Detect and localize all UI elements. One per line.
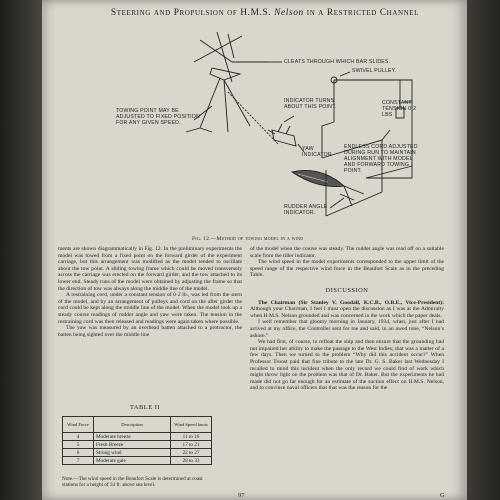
chairman-paragraph <box>250 300 444 320</box>
running-header <box>100 8 430 18</box>
label-cleats: CLEATS THROUGH WHICH BAR SLIDES. <box>284 59 391 65</box>
table-row <box>63 457 212 465</box>
label-rudder-angle: RUDDER ANGLE INDICATOR. <box>284 204 328 216</box>
header-pre: Steering and Propulsion of H.M.S. <box>110 8 272 18</box>
table-header-cell: Wind Speed knots <box>171 417 212 433</box>
table-cell: 17 to 21 <box>171 441 212 449</box>
discussion-heading: DISCUSSION <box>325 286 369 294</box>
towing-diagram-drawing <box>82 22 422 238</box>
table-cell: Fresh Breeze <box>94 441 171 449</box>
table-row <box>63 449 212 457</box>
chairman-text: Although your Chairman, I feel I must open the discussion as I was at the Admiralty when H.M.S. Nelson grounded and was concerned in the work which the paper deals. <box>250 306 444 319</box>
right-column <box>250 246 444 492</box>
table-cell: 6 <box>63 449 94 457</box>
right-paragraph-4: I well remember that gloomy morning in January, 1934, when, just after I had arrived at my office, the Controller sent for me and said, in an awed tone, “Nelson’s ashore.” <box>250 319 444 339</box>
label-yaw-indicator: YAW INDICATOR <box>302 146 332 158</box>
header-ship: Nelson <box>274 8 304 18</box>
chairman-name: The Chairman (Sir Stanley V. Goodall, K.C.B., O.B.E., Vice-President): <box>258 299 444 306</box>
left-column <box>58 246 242 406</box>
left-paragraph-1: ments are shown diagrammatically in Fig. 12. In the preliminary experiments the model was towed from a fixed point on the forward girder of the experiment carriage, but this arrangement was modified as the model tended to oscillate about the tow point. A sliding towing frame which could be moved transversely across the carriage was erected on the forward girder, and the tow attached to its lower end. Steady runs of the model were obtained by adjusting the frame so that the direction of tow was always along the middle line of the model. <box>58 246 242 292</box>
table-header-cell: Description <box>94 417 171 433</box>
label-endless-cord: ENDLESS CORD ADJUSTED DURING RUN TO MAINTAIN ALIGNMENT WITH MODEL AND FORWARD TOWING POINT. <box>344 144 418 174</box>
book-page <box>42 0 467 500</box>
right-paragraph-2: The wind speed in the model experiments corresponded to the upper limit of the speed range of the respective wind force in the Beaufort Scale as in the preceding Table. <box>250 259 444 279</box>
table-header-cell: Wind Force <box>63 417 94 433</box>
table-row <box>63 433 212 441</box>
table-cell: Strong wind <box>94 449 171 457</box>
table-cell: Moderate gale <box>94 457 171 465</box>
header-post: in a Restricted Channel <box>306 8 420 18</box>
table-cell: Moderate breeze <box>94 433 171 441</box>
table-cell: 5 <box>63 441 94 449</box>
book-spine-shadow <box>0 0 42 500</box>
wind-table <box>62 416 212 465</box>
left-paragraph-3: The yaw was measured by an overhead batten attached to a protractor, the batten being sighted over the middle line <box>58 325 242 338</box>
table-row <box>63 441 212 449</box>
table-cell: 22 to 27 <box>171 449 212 457</box>
label-constant-tension: CONSTANT TENSION 0·2 LBS <box>382 100 417 118</box>
table-cell: 4 <box>63 433 94 441</box>
table-cell: 11 to 16 <box>171 433 212 441</box>
table-title: TABLE II <box>130 404 160 411</box>
right-paragraph-1: of the model when the course was steady. The rudder angle was read off on a suitable scale from the tiller indicator. <box>250 246 444 259</box>
right-paragraph-5: We had first, of course, to refloat the ship and then ensure that the grounding had not impaired her ability to make the passage to the West Indies; that was a matter of a few days. Then we turned to the problem “Why did this accident occur?” When Professor Troost paid that fine tribute to the late Dr. G. S. Baker last Wednesday I recalled to mind this incident when the only record we could find of work which might throw light on the problem was that of Dr. Baker. But the experiments he had made did not go far enough for an estimate of the suction effect on H.M.S. Nelson, and to convince naval officers that that was the reason for the <box>250 339 444 392</box>
book-edge-shadow <box>467 0 500 500</box>
table-cell: 7 <box>63 457 94 465</box>
page-number: 97 <box>238 492 245 499</box>
signature-mark: G <box>440 492 445 499</box>
table-note: Note.—The wind speed in the Beaufort Scale is determined at coast stations for a height of 33 ft. above sea level. <box>62 476 203 489</box>
table-header-row <box>63 417 212 433</box>
label-swivel-pulley: SWIVEL PULLEY. <box>352 68 397 74</box>
label-indicator: INDICATOR TURNS ABOUT THIS POINT. <box>284 98 337 110</box>
table-cell: 28 to 33 <box>171 457 212 465</box>
label-towing-point: TOWING POINT MAY BE ADJUSTED TO FIXED POSITION FOR ANY GIVEN SPEED. <box>116 108 200 126</box>
towing-diagram <box>82 22 422 238</box>
figure-caption: Fig. 12.—Method of towing model in a wind <box>192 236 304 242</box>
left-paragraph-2: A restraining cord, under a constant tension of 0·2 lb., was led from the stern of the model, and by an arrangement of pulleys and cord on the after girder the cord could be kept along the middle line of the model. When the model took up a steady course readings of rudder angle and yaw were taken. The tension in the restraining cord was then released and readings were again taken where possible. <box>58 292 242 325</box>
